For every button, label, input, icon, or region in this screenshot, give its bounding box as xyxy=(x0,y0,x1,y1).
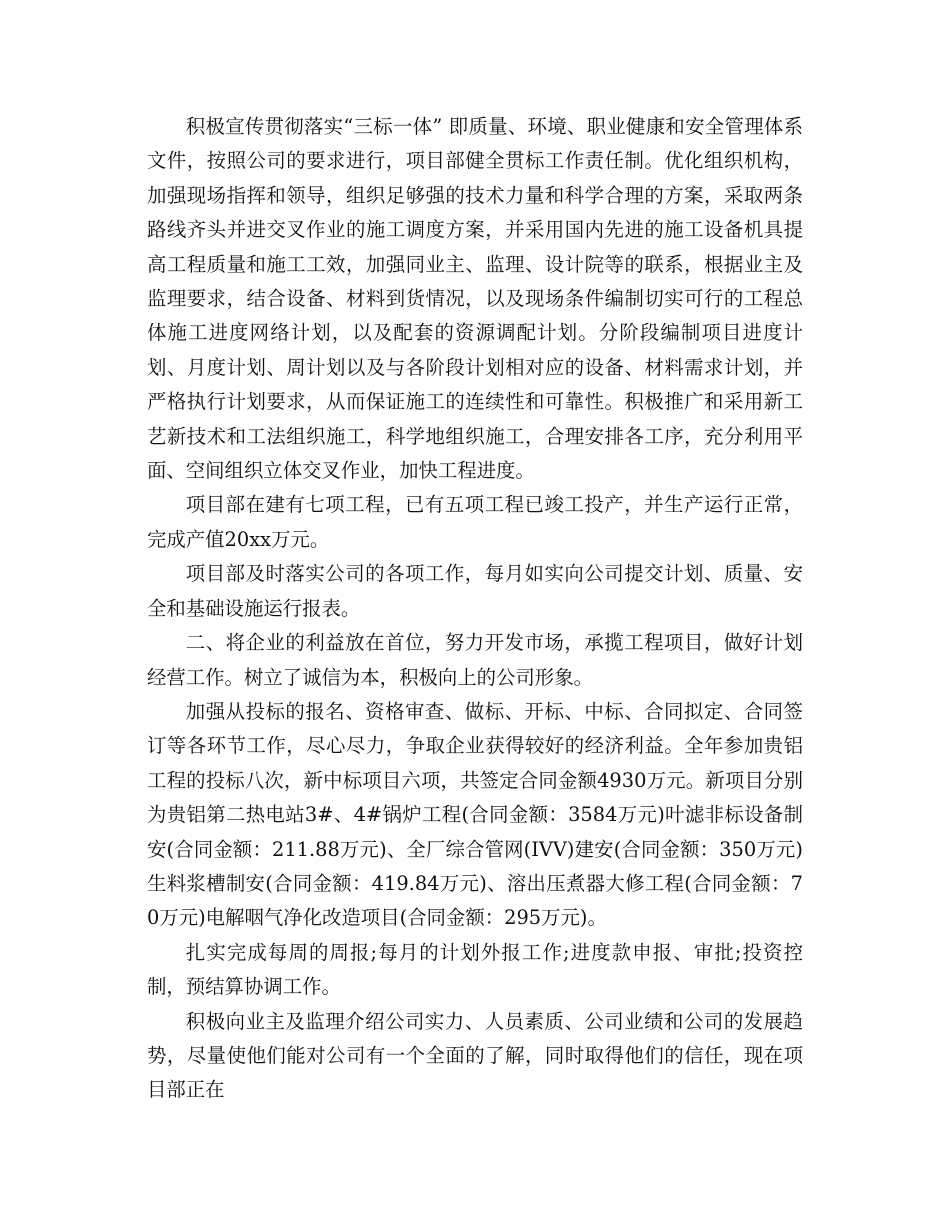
paragraph-three-standards: 积极宣传贯彻落实“三标一体” 即质量、环境、职业健康和安全管理体系文件，按照公司的要求进行，项目部健全贯标工作责任制。优化组织机构，加强现场指挥和领导，组织足够强的技术力量和科学合理的方案，采取两条路线齐头并进交叉作业的施工调度方案，并采用国内先进的施工设备机具提高工程质量和施工工效，加强同业主、监理、设计院等的联系，根据业主及监理要求，结合设备、材料到货情况，以及现场条件编制切实可行的工程总体施工进度网络计划，以及配套的资源调配计划。分阶段编制项目进度计划、月度计划、周计划以及与各阶段计划相对应的设备、材料需求计划，并严格执行计划要求，从而保证施工的连续性和可靠性。积极推广和采用新工艺新技术和工法组织施工，科学地组织施工，合理安排各工序，充分利用平面、空间组织立体交叉作业，加快工程进度。 xyxy=(147,115,803,483)
paragraph-monthly-reports: 项目部及时落实公司的各项工作，每月如实向公司提交计划、质量、安全和基础设施运行报表。 xyxy=(147,562,803,620)
paragraph-company-introduction: 积极向业主及监理介绍公司实力、人员素质、公司业绩和公司的发展趋势，尽量使他们能对公司有一个全面的了解，同时取得他们的信任，现在项目部正在 xyxy=(147,1009,803,1102)
document-body xyxy=(147,110,803,1108)
paragraph-bidding: 加强从投标的报名、资格审查、做标、开标、中标、合同拟定、合同签订等各环节工作，尽心尽力，争取企业获得较好的经济利益。全年参加贵铝工程的投标八次，新中标项目六项，共签定合同金额4930万元。新项目分别为贵铝第二热电站3#、4#锅炉工程(合同金额：3584万元)叶滤非标设备制安(合同金额：211.88万元)、全厂综合管网(IVV)建安(合同金额：350万元)生料浆槽制安(合同金额：419.84万元)、溶出压煮器大修工程(合同金额：70万元)电解咽气净化改造项目(合同金额：295万元)。 xyxy=(147,699,803,930)
paragraph-weekly-reports: 扎实完成每周的周报;每月的计划外报工作;进度款申报、审批;投资控制，预结算协调工作。 xyxy=(147,940,803,999)
paragraph-section-two-heading: 二、将企业的利益放在首位，努力开发市场，承揽工程项目，做好计划经营工作。树立了诚信为本，积极向上的公司形象。 xyxy=(147,631,803,689)
paragraph-projects-status: 项目部在建有七项工程，已有五项工程已竣工投产，并生产运行正常，完成产值20xx万元。 xyxy=(147,493,803,551)
